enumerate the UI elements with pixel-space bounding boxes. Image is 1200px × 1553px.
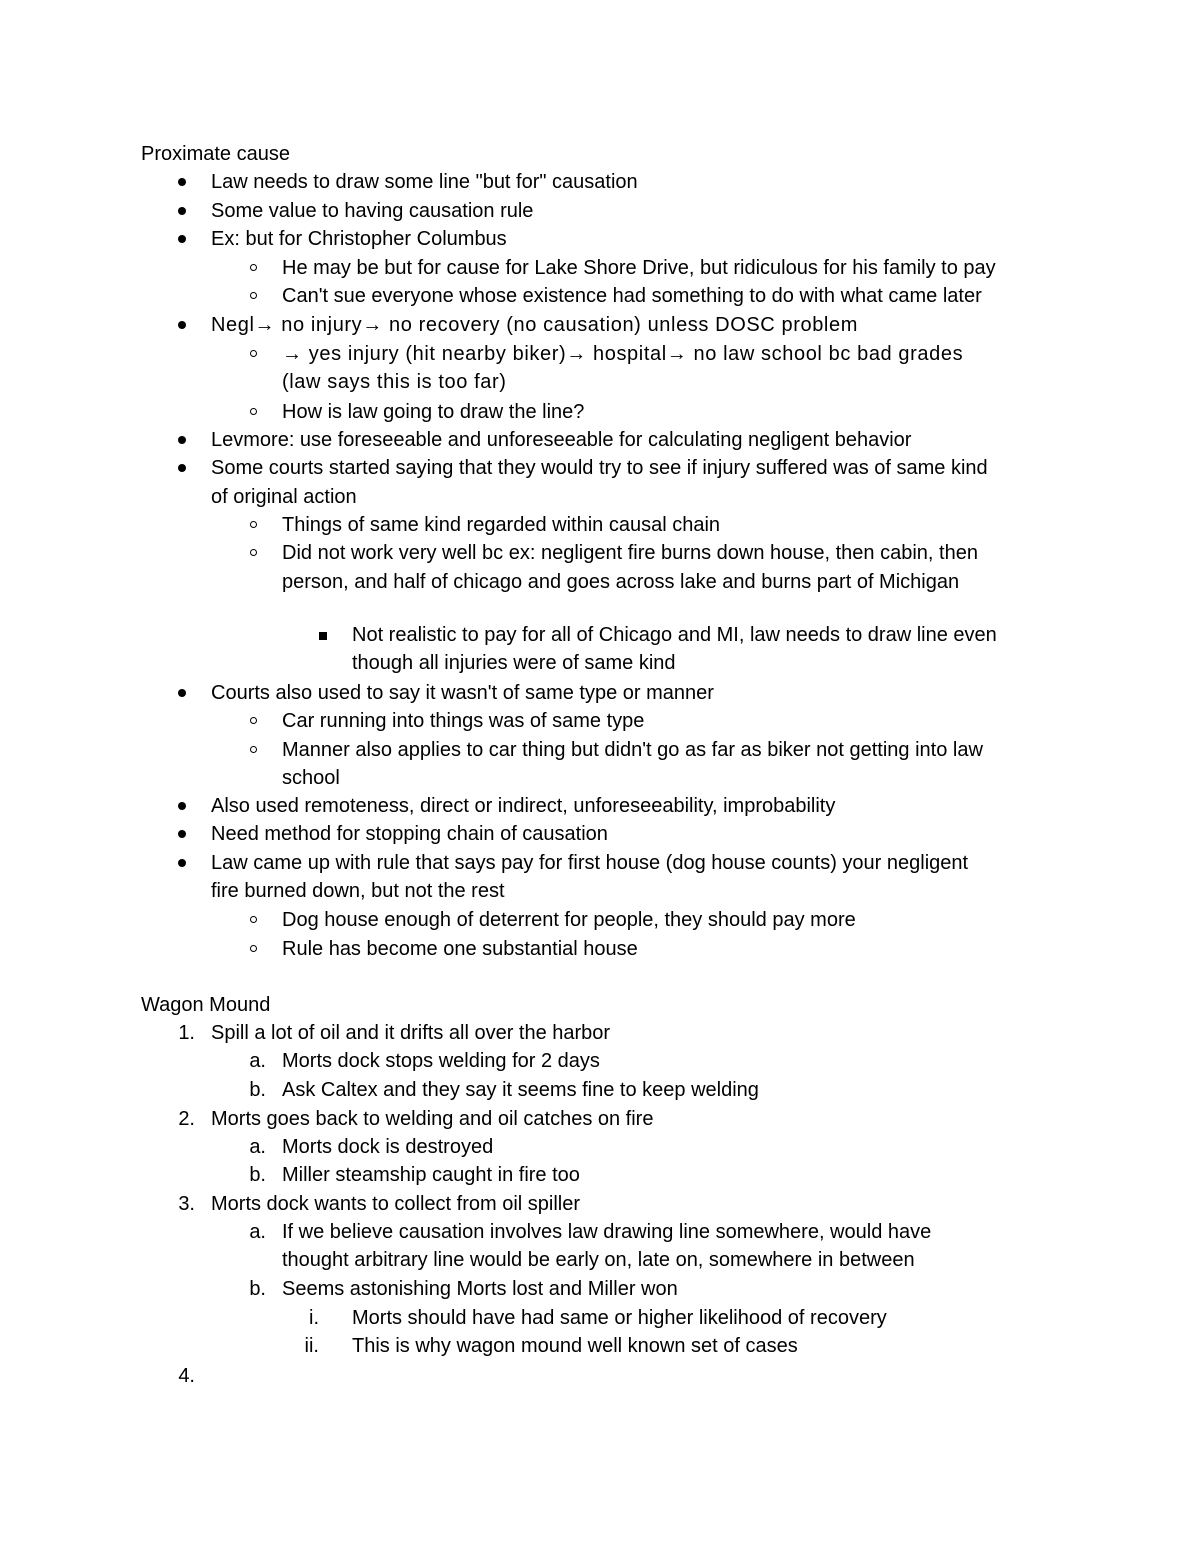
list-item: Morts dock is destroyed bbox=[282, 1136, 494, 1158]
list-item: Law needs to draw some line "but for" causation bbox=[211, 171, 638, 193]
section-heading-wagon-mound: Wagon Mound bbox=[141, 994, 271, 1016]
list-item: Negl→ no injury→ no recovery (no causation) unless DOSC problem bbox=[211, 314, 858, 336]
list-item: Morts dock wants to collect from oil spiller bbox=[211, 1193, 581, 1215]
list-item-continuation: school bbox=[282, 767, 340, 789]
list-item-continuation: (law says this is too far) bbox=[282, 371, 507, 393]
list-item: Rule has become one substantial house bbox=[282, 938, 638, 960]
list-item: Manner also applies to car thing but didn't go as far as biker not getting into law bbox=[282, 739, 983, 761]
bullet-icon bbox=[178, 207, 186, 215]
list-letter: a. bbox=[249, 1136, 266, 1158]
list-item-continuation: person, and half of chicago and goes across lake and burns part of Michigan bbox=[282, 571, 960, 593]
list-item: → yes injury (hit nearby biker)→ hospital→ no law school bc bad grades bbox=[282, 343, 964, 365]
list-item: Morts dock stops welding for 2 days bbox=[282, 1050, 600, 1072]
list-roman: ii. bbox=[304, 1335, 319, 1357]
list-item: Law came up with rule that says pay for first house (dog house counts) your negligent bbox=[211, 852, 969, 874]
list-number: 1. bbox=[178, 1022, 195, 1044]
bullet-icon bbox=[178, 802, 186, 810]
list-item: Not realistic to pay for all of Chicago and MI, law needs to draw line even bbox=[352, 624, 997, 646]
list-item: Can't sue everyone whose existence had something to do with what came later bbox=[282, 285, 982, 307]
list-item: Spill a lot of oil and it drifts all over the harbor bbox=[211, 1022, 611, 1044]
list-number: 3. bbox=[178, 1193, 195, 1215]
list-item-continuation: thought arbitrary line would be early on, late on, somewhere in between bbox=[282, 1249, 915, 1271]
list-letter: b. bbox=[249, 1079, 266, 1101]
bullet-icon bbox=[178, 436, 186, 444]
list-item: How is law going to draw the line? bbox=[282, 401, 585, 423]
bullet-icon bbox=[178, 830, 186, 838]
bullet-icon bbox=[178, 321, 186, 329]
sub-bullet-icon bbox=[250, 292, 257, 299]
section-heading-proximate-cause: Proximate cause bbox=[141, 143, 290, 165]
list-item: Also used remoteness, direct or indirect, unforeseeability, improbability bbox=[211, 795, 836, 817]
sub-bullet-icon bbox=[250, 350, 257, 357]
list-item-continuation: fire burned down, but not the rest bbox=[211, 880, 505, 902]
sub-bullet-icon bbox=[250, 408, 257, 415]
bullet-icon bbox=[178, 464, 186, 472]
list-item: Miller steamship caught in fire too bbox=[282, 1164, 580, 1186]
list-item: Dog house enough of deterrent for people, they should pay more bbox=[282, 909, 856, 931]
sub-bullet-icon bbox=[250, 521, 257, 528]
list-item: Morts goes back to welding and oil catches on fire bbox=[211, 1108, 654, 1130]
sub-bullet-icon bbox=[250, 264, 257, 271]
list-item: Ex: but for Christopher Columbus bbox=[211, 228, 507, 250]
square-bullet-icon bbox=[319, 632, 327, 640]
sub-bullet-icon bbox=[250, 916, 257, 923]
list-letter: a. bbox=[249, 1221, 266, 1243]
list-item: Courts also used to say it wasn't of same type or manner bbox=[211, 682, 714, 704]
list-item-continuation: though all injuries were of same kind bbox=[352, 652, 676, 674]
bullet-icon bbox=[178, 859, 186, 867]
list-item: Seems astonishing Morts lost and Miller won bbox=[282, 1278, 678, 1300]
list-letter: b. bbox=[249, 1278, 266, 1300]
bullet-icon bbox=[178, 235, 186, 243]
list-letter: b. bbox=[249, 1164, 266, 1186]
list-item: Need method for stopping chain of causation bbox=[211, 823, 608, 845]
list-item: If we believe causation involves law drawing line somewhere, would have bbox=[282, 1221, 932, 1243]
list-item: Did not work very well bc ex: negligent fire burns down house, then cabin, then bbox=[282, 542, 978, 564]
list-number: 4. bbox=[178, 1365, 195, 1387]
list-letter: a. bbox=[249, 1050, 266, 1072]
list-item: Some courts started saying that they would try to see if injury suffered was of same kind bbox=[211, 457, 988, 479]
sub-bullet-icon bbox=[250, 549, 257, 556]
bullet-icon bbox=[178, 178, 186, 186]
list-item: Morts should have had same or higher likelihood of recovery bbox=[352, 1307, 887, 1329]
sub-bullet-icon bbox=[250, 746, 257, 753]
list-item: This is why wagon mound well known set of cases bbox=[352, 1335, 798, 1357]
list-item: Ask Caltex and they say it seems fine to keep welding bbox=[282, 1079, 759, 1101]
list-item: Levmore: use foreseeable and unforeseeable for calculating negligent behavior bbox=[211, 429, 912, 451]
sub-bullet-icon bbox=[250, 945, 257, 952]
list-item: Things of same kind regarded within causal chain bbox=[282, 514, 721, 536]
list-item: Some value to having causation rule bbox=[211, 200, 534, 222]
list-number: 2. bbox=[178, 1108, 195, 1130]
bullet-icon bbox=[178, 689, 186, 697]
list-roman: i. bbox=[309, 1307, 319, 1329]
sub-bullet-icon bbox=[250, 717, 257, 724]
list-item-continuation: of original action bbox=[211, 486, 357, 508]
list-item: He may be but for cause for Lake Shore Drive, but ridiculous for his family to pay bbox=[282, 257, 996, 279]
list-item: Car running into things was of same type bbox=[282, 710, 645, 732]
